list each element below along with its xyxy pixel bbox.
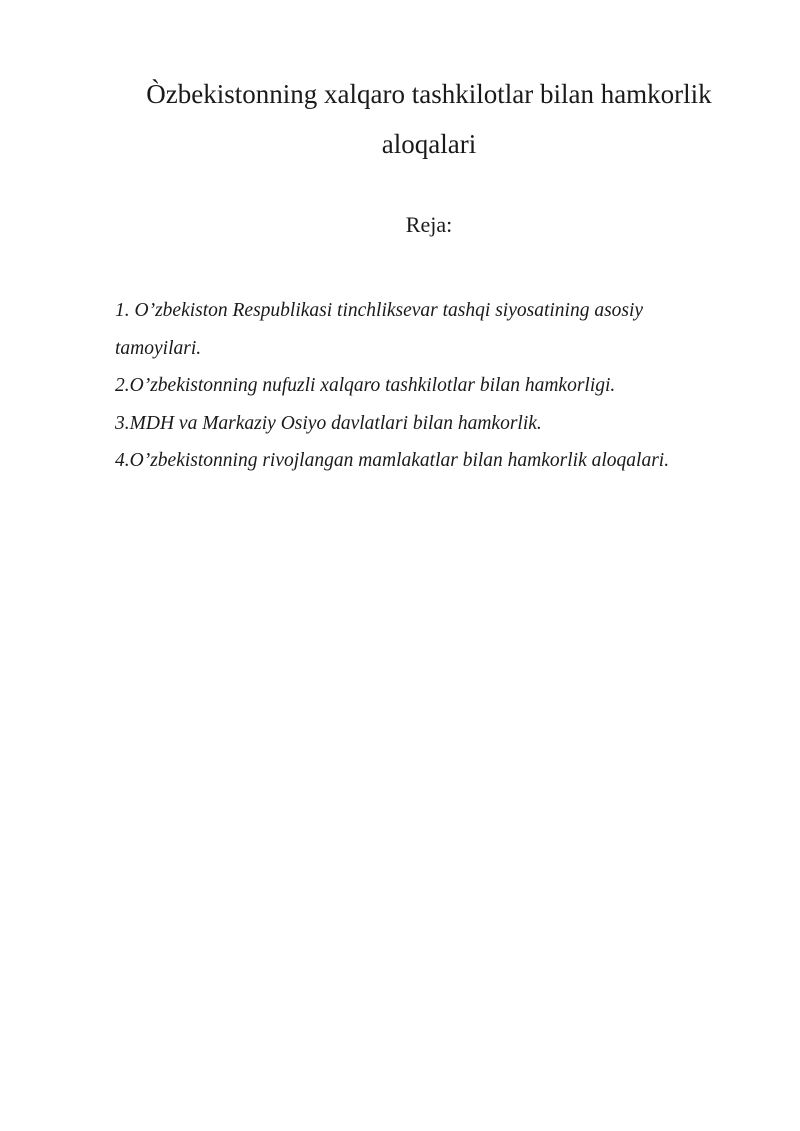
plan-list xyxy=(115,292,755,480)
document-title-line-1: Òzbekistonning xalqaro tashkilotlar bilan hamkorlik xyxy=(146,79,712,109)
plan-item: 4.O’zbekistonning rivojlangan mamlakatlar bilan hamkorlik aloqalari. xyxy=(115,450,670,471)
plan-heading: Reja: xyxy=(405,212,453,237)
plan-item: tamoyilari. xyxy=(115,337,202,359)
plan-item: 3.MDH va Markaziy Osiyo davlatlari bilan hamkorlik. xyxy=(115,412,542,434)
plan-item: 2.O’zbekistonning nufuzli xalqaro tashkilotlar bilan hamkorligi. xyxy=(115,375,616,396)
document-title-line-2: aloqalari xyxy=(381,129,477,159)
plan-item: 1. O’zbekiston Respublikasi tinchliksevar tashqi siyosatining asosiy xyxy=(115,300,644,321)
